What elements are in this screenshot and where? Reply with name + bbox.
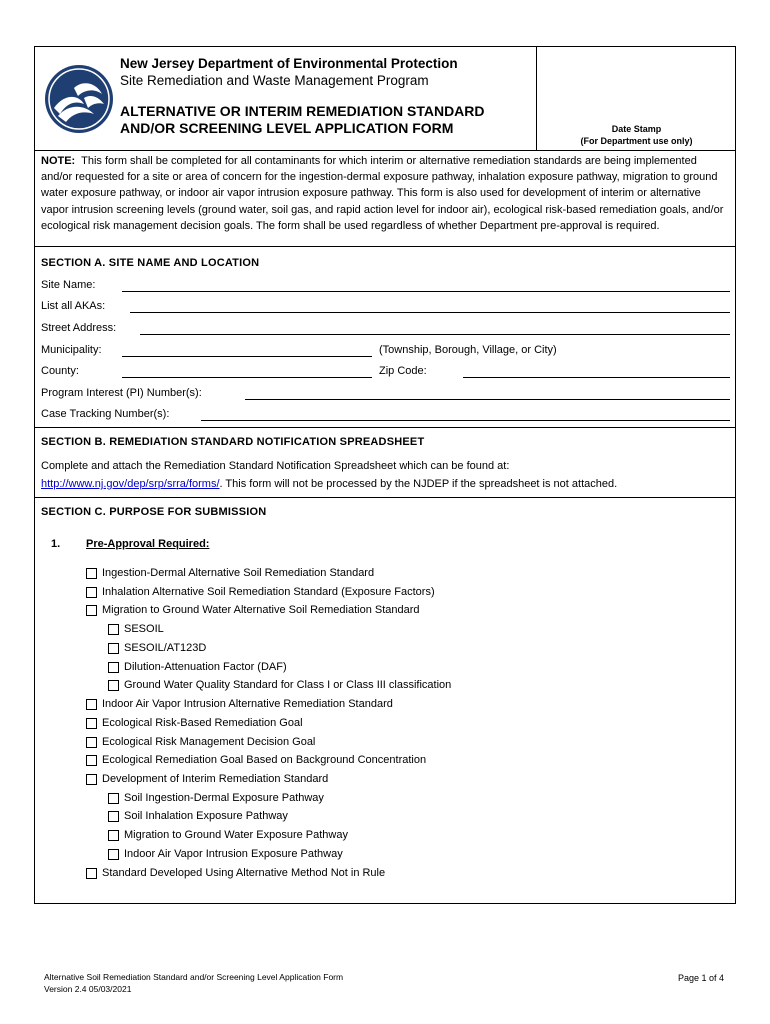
checkbox[interactable]	[86, 718, 97, 729]
section-a-title: SECTION A. SITE NAME AND LOCATION	[41, 257, 260, 269]
site-name-label: Site Name:	[41, 279, 96, 291]
case-label: Case Tracking Number(s):	[41, 408, 170, 420]
agency-name: New Jersey Department of Environmental Protection	[120, 56, 458, 71]
footer-page-number: Page 1 of 4	[677, 973, 724, 983]
section-c-title: SECTION C. PURPOSE FOR SUBMISSION	[41, 506, 267, 518]
form-title-line2: AND/OR SCREENING LEVEL APPLICATION FORM	[120, 120, 454, 136]
option-daf[interactable]: Dilution-Attenuation Factor (DAF)	[108, 661, 287, 673]
spreadsheet-link[interactable]: http://www.nj.gov/dep/srp/srra/forms/	[41, 478, 220, 490]
option-migration-pathway[interactable]: Migration to Ground Water Exposure Pathway	[108, 829, 348, 841]
item-1-number: 1.	[51, 538, 61, 550]
footer-version: Version 2.4 05/03/2021	[44, 984, 132, 994]
pi-field[interactable]	[245, 399, 730, 400]
county-label: County:	[41, 365, 79, 377]
zip-label: Zip Code:	[379, 365, 427, 377]
checkbox[interactable]	[86, 568, 97, 579]
option-soil-ingestion[interactable]: Soil Ingestion-Dermal Exposure Pathway	[108, 792, 324, 804]
zip-field[interactable]	[463, 377, 730, 378]
option-migration-gw[interactable]: Migration to Ground Water Alternative Soil Remediation Standard	[86, 604, 420, 616]
note-paragraph	[41, 153, 731, 234]
divider-a	[35, 246, 735, 247]
program-name: Site Remediation and Waste Management Program	[120, 73, 429, 88]
section-b-line1: Complete and attach the Remediation Standard Notification Spreadsheet which can be found at:	[41, 460, 510, 472]
pi-label: Program Interest (PI) Number(s):	[41, 387, 202, 399]
checkbox[interactable]	[86, 587, 97, 598]
municipality-field[interactable]	[122, 356, 372, 357]
municipality-label: Municipality:	[41, 344, 102, 356]
section-b-line2	[41, 478, 617, 490]
option-indoor-air-pathway[interactable]: Indoor Air Vapor Intrusion Exposure Pathway	[108, 848, 343, 860]
note-label: NOTE:	[41, 155, 76, 167]
county-field[interactable]	[122, 377, 372, 378]
akas-label: List all AKAs:	[41, 300, 106, 312]
municipality-hint: (Township, Borough, Village, or City)	[379, 344, 557, 356]
checkbox[interactable]	[86, 737, 97, 748]
option-sesoil-at123d[interactable]: SESOIL/AT123D	[108, 642, 206, 654]
option-soil-inhalation[interactable]: Soil Inhalation Exposure Pathway	[108, 810, 288, 822]
form-title	[120, 103, 485, 137]
checkbox[interactable]	[108, 811, 119, 822]
option-eco-decision-goal[interactable]: Ecological Risk Management Decision Goal	[86, 736, 315, 748]
option-ingestion-dermal[interactable]: Ingestion-Dermal Alternative Soil Remediation Standard	[86, 567, 374, 579]
checkbox[interactable]	[108, 624, 119, 635]
checkbox[interactable]	[108, 643, 119, 654]
street-label: Street Address:	[41, 322, 117, 334]
note-text: This form shall be completed for all contaminants for which interim or alternative remediation standards are being implemented and/or requested for a site or area of concern for the ingestion-dermal exposure pathway, inhalation exposure pathway, migration to ground water exposure pathway, or indoor air vapor intrusion exposure pathway. This form is also used for development of interim or alternative vapor intrusion screening levels (ground water, soil gas, and rapid action level for indoor air), ecological risk-based remediation goals, and/or ecological risk management decision goals. The form shall be used regardless of whether Department pre-approval is required.	[41, 155, 724, 232]
checkbox[interactable]	[108, 830, 119, 841]
divider-c	[35, 497, 735, 498]
checkbox[interactable]	[86, 774, 97, 785]
case-field[interactable]	[201, 420, 730, 421]
checkbox[interactable]	[86, 755, 97, 766]
form-frame	[34, 46, 736, 904]
option-gwqs[interactable]: Ground Water Quality Standard for Class I or Class III classification	[108, 679, 451, 691]
checkbox[interactable]	[108, 680, 119, 691]
footer-left	[44, 971, 343, 995]
checkbox[interactable]	[86, 699, 97, 710]
street-field[interactable]	[140, 334, 730, 335]
checkbox[interactable]	[86, 868, 97, 879]
form-header	[35, 47, 735, 151]
date-stamp-box	[536, 47, 736, 150]
njdep-logo	[44, 64, 114, 134]
date-stamp-note: (For Department use only)	[580, 136, 693, 146]
divider-b	[35, 427, 735, 428]
akas-field[interactable]	[130, 312, 730, 313]
section-b-line2-text: . This form will not be processed by the NJDEP if the spreadsheet is not attached.	[219, 478, 618, 490]
checkbox[interactable]	[86, 605, 97, 616]
site-name-field[interactable]	[122, 291, 730, 292]
item-1-label: Pre-Approval Required:	[86, 538, 210, 550]
option-sesoil[interactable]: SESOIL	[108, 623, 164, 635]
option-eco-risk-goal[interactable]: Ecological Risk-Based Remediation Goal	[86, 717, 303, 729]
checkbox[interactable]	[108, 662, 119, 673]
option-interim-standard[interactable]: Development of Interim Remediation Standard	[86, 773, 328, 785]
checkbox[interactable]	[108, 793, 119, 804]
form-title-line1: ALTERNATIVE OR INTERIM REMEDIATION STANDARD	[120, 103, 485, 119]
option-inhalation[interactable]: Inhalation Alternative Soil Remediation Standard (Exposure Factors)	[86, 586, 435, 598]
footer-form-name: Alternative Soil Remediation Standard and/or Screening Level Application Form	[44, 972, 344, 982]
option-indoor-air[interactable]: Indoor Air Vapor Intrusion Alternative Remediation Standard	[86, 698, 393, 710]
option-eco-background[interactable]: Ecological Remediation Goal Based on Background Concentration	[86, 754, 426, 766]
checkbox[interactable]	[108, 849, 119, 860]
section-b-title: SECTION B. REMEDIATION STANDARD NOTIFICATION SPREADSHEET	[41, 436, 425, 448]
option-alternative-method[interactable]: Standard Developed Using Alternative Method Not in Rule	[86, 867, 385, 879]
date-stamp-title: Date Stamp	[611, 124, 662, 134]
